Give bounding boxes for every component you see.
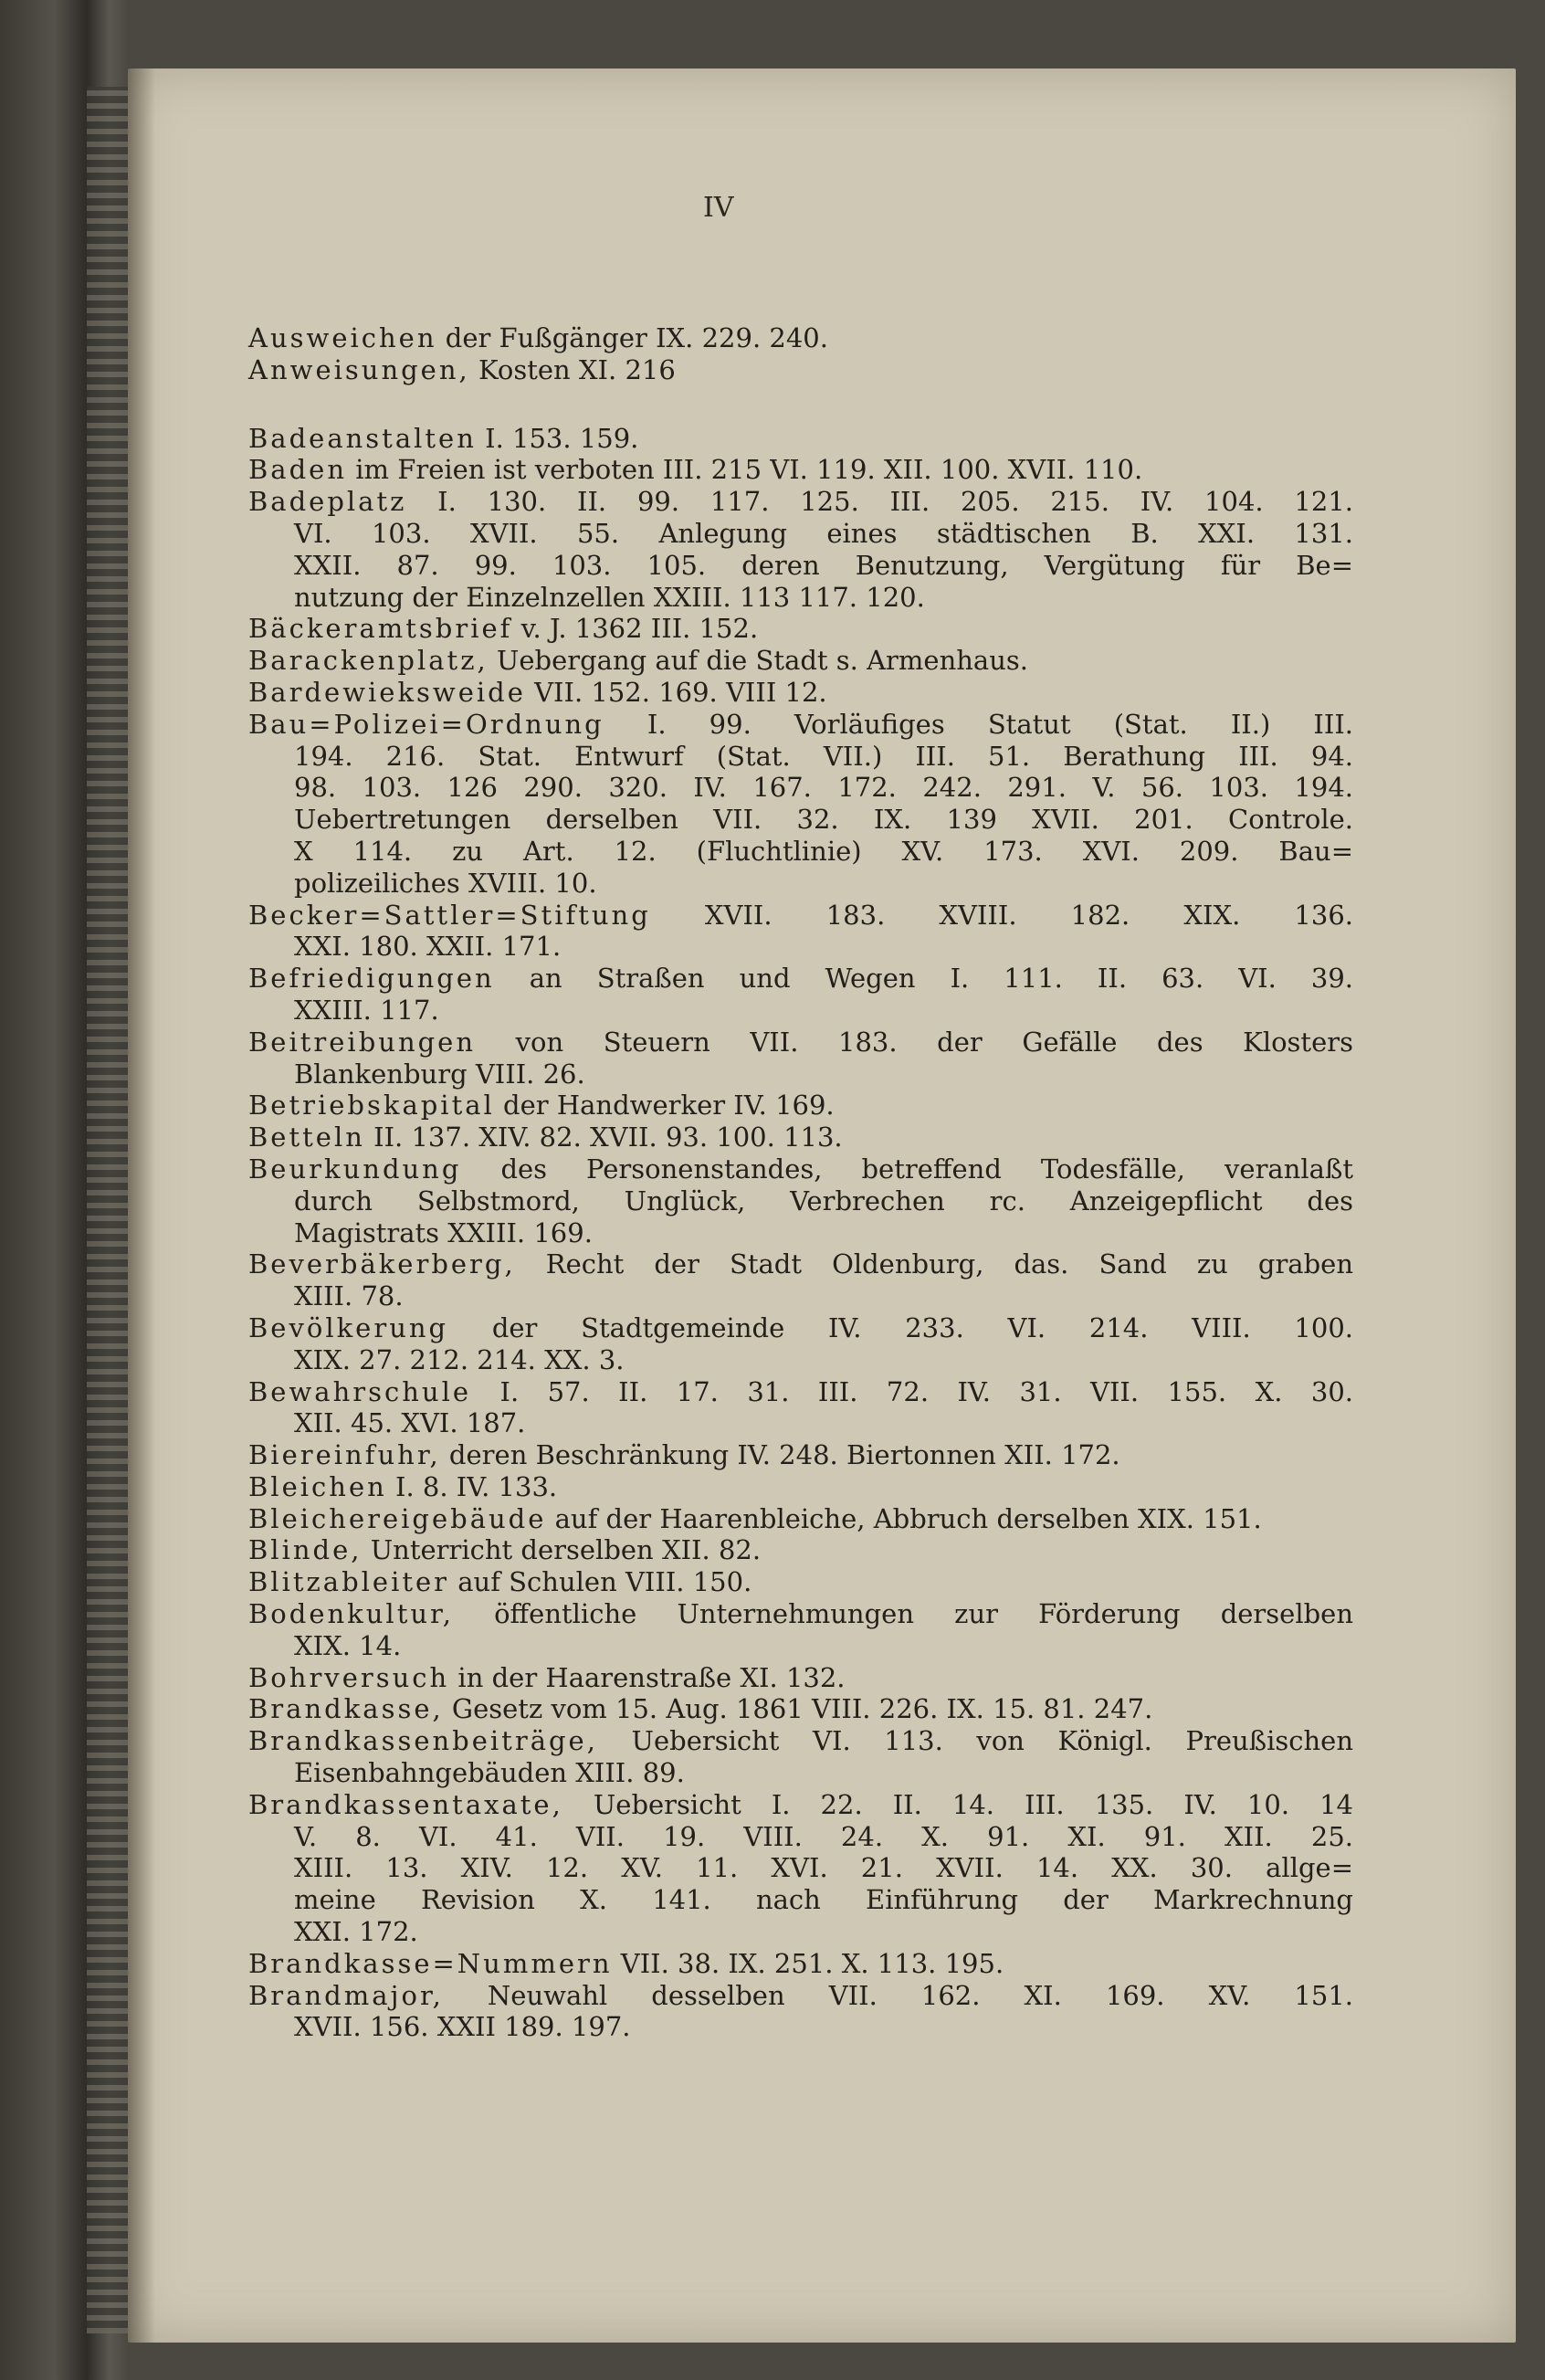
entry-first-line <box>248 1090 1353 1122</box>
entry-first-line <box>248 1312 1353 1344</box>
entry-continuation-line <box>248 1916 1353 1948</box>
entry-text: I. 99. Vorläufiges Statut (Stat. II.) III. <box>604 708 1353 740</box>
index-entry <box>248 1376 1353 1440</box>
entry-headword: Becker=Sattler=Stiftung <box>248 899 651 931</box>
entry-first-line <box>248 709 1353 741</box>
index-entry <box>248 613 1353 645</box>
entry-headword: Befriedigungen <box>248 963 495 995</box>
index-entry <box>248 1439 1353 1471</box>
entry-text: XXI. 172. <box>294 1916 418 1948</box>
entry-headword: Biereinfuhr, <box>248 1439 441 1471</box>
entry-first-line <box>248 645 1353 677</box>
entry-first-line <box>248 1598 1353 1630</box>
entry-text: XIX. 27. 212. 214. XX. 3. <box>294 1343 625 1375</box>
entry-headword: Brandkassentaxate, <box>248 1788 563 1820</box>
entry-text: Kosten XI. 216 <box>469 353 676 385</box>
entry-text: VI. 103. XVII. 55. Anlegung eines städtischen B. XXI. 131. <box>294 517 1353 549</box>
entry-first-line <box>248 1027 1353 1058</box>
entry-text: XIII. 13. XIV. 12. XV. 11. XVI. 21. XVII. 14. XX. 30. allge= <box>294 1852 1353 1884</box>
entry-first-line <box>248 486 1353 518</box>
entry-first-line <box>248 677 1353 709</box>
entry-first-line <box>248 1948 1353 1980</box>
entry-headword: Bodenkultur, <box>248 1598 454 1630</box>
entry-continuation-line <box>248 1217 1353 1249</box>
section-gap <box>248 386 1353 423</box>
entry-text: XII. 45. XVI. 187. <box>294 1407 526 1439</box>
index-entries <box>248 322 1353 2043</box>
entry-first-line <box>248 900 1353 932</box>
entry-text: I. 130. II. 99. 117. 125. III. 205. 215. IV. 104. 121. <box>406 486 1353 518</box>
entry-text: II. 137. XIV. 82. XVII. 93. 100. 113. <box>364 1122 843 1153</box>
entry-first-line <box>248 1566 1353 1598</box>
entry-text: XXII. 87. 99. 103. 105. deren Benutzung, Vergütung für Be= <box>294 549 1353 581</box>
entry-first-line <box>248 1376 1353 1408</box>
entry-continuation-line <box>248 1280 1353 1312</box>
entry-text: der Handwerker IV. 169. <box>494 1090 835 1122</box>
entry-headword: Bäckeramtsbrief <box>248 613 513 645</box>
entry-headword: Ausweichen <box>248 322 437 353</box>
entry-text: polizeiliches XVIII. 10. <box>294 867 597 899</box>
entry-text: XIX. 14. <box>294 1629 402 1661</box>
entry-headword: Bardewieksweide <box>248 676 526 708</box>
index-entry <box>248 677 1353 709</box>
entry-headword: Barackenplatz, <box>248 645 489 677</box>
entry-first-line <box>248 322 1353 354</box>
index-entry <box>248 900 1353 964</box>
index-entry <box>248 1725 1353 1789</box>
entry-text: XXI. 180. XXII. 171. <box>294 931 562 963</box>
entry-text: Recht der Stadt Oldenburg, das. Sand zu graben <box>515 1248 1353 1280</box>
entry-text: der Stadtgemeinde IV. 233. VI. 214. VIII. 100. <box>448 1311 1353 1343</box>
entry-headword: Anweisungen, <box>248 353 470 385</box>
entry-continuation-line <box>248 1884 1353 1916</box>
entry-headword: Bewahrschule <box>248 1375 472 1407</box>
entry-continuation-line <box>248 1185 1353 1217</box>
entry-text: 194. 216. Stat. Entwurf (Stat. VII.) III. 51. Berathung III. 94. <box>294 740 1353 772</box>
entry-first-line <box>248 454 1353 486</box>
entry-text: 98. 103. 126 290. 320. IV. 167. 172. 242. 291. V. 56. 103. 194. <box>294 772 1353 804</box>
entry-text: VII. 38. IX. 251. X. 113. 195. <box>612 1947 1004 1979</box>
entry-continuation-line <box>248 804 1353 836</box>
entry-continuation-line <box>248 1852 1353 1884</box>
entry-continuation-line <box>248 931 1353 963</box>
entry-first-line <box>248 423 1353 455</box>
index-entry <box>248 354 1353 386</box>
entry-text: der Fußgänger IX. 229. 240. <box>436 322 828 353</box>
index-entry <box>248 1153 1353 1248</box>
entry-text: Eisenbahngebäuden XIII. 89. <box>294 1757 685 1789</box>
entry-headword: Beurkundung <box>248 1153 462 1185</box>
index-entry <box>248 1312 1353 1376</box>
entry-continuation-line <box>248 995 1353 1027</box>
index-entry <box>248 454 1353 486</box>
entry-continuation-line <box>248 1058 1353 1090</box>
entry-first-line <box>248 1471 1353 1503</box>
entry-first-line <box>248 1534 1353 1566</box>
entry-headword: Baden <box>248 454 348 486</box>
entry-continuation-line <box>248 1821 1353 1853</box>
entry-headword: Blitzableiter <box>248 1566 450 1598</box>
entry-headword: Bevölkerung <box>248 1311 449 1343</box>
entry-first-line <box>248 1503 1353 1535</box>
entry-continuation-line <box>248 518 1353 550</box>
entry-headword: Betriebskapital <box>248 1090 495 1122</box>
index-entry <box>248 322 1353 354</box>
entry-continuation-line <box>248 836 1353 868</box>
entry-first-line <box>248 963 1353 995</box>
entry-first-line <box>248 1980 1353 2012</box>
entry-text: in der Haarenstraße XI. 132. <box>449 1661 846 1693</box>
index-entry <box>248 1598 1353 1662</box>
entry-continuation-line <box>248 1630 1353 1662</box>
entry-text: XXIII. 117. <box>294 994 439 1026</box>
entry-first-line <box>248 1153 1353 1185</box>
index-entry <box>248 645 1353 677</box>
entry-continuation-line <box>248 741 1353 773</box>
entry-first-line <box>248 1122 1353 1153</box>
index-entry <box>248 1566 1353 1598</box>
index-entry <box>248 1027 1353 1090</box>
entry-headword: Brandkasse=Nummern <box>248 1947 613 1979</box>
entry-text: Uebertretungen derselben VII. 32. IX. 139 XVII. 201. Controle. <box>294 804 1353 836</box>
index-entry <box>248 709 1353 900</box>
entry-text: X 114. zu Art. 12. (Fluchtlinie) XV. 173. XVI. 209. Bau= <box>294 835 1353 867</box>
entry-text: I. 153. 159. <box>476 422 639 454</box>
entry-text: Blankenburg VIII. 26. <box>294 1058 585 1090</box>
index-entry <box>248 1090 1353 1122</box>
entry-text: Uebersicht VI. 113. von Königl. Preußischen <box>597 1725 1353 1757</box>
index-entry <box>248 1503 1353 1535</box>
entry-headword: Blinde, <box>248 1534 363 1566</box>
index-entry <box>248 423 1353 455</box>
index-entry <box>248 486 1353 613</box>
page-number: IV <box>703 192 734 224</box>
entry-first-line <box>248 1693 1353 1725</box>
entry-text: von Steuern VII. 183. der Gefälle des Klosters <box>476 1026 1353 1058</box>
entry-text: I. 57. II. 17. 31. III. 72. IV. 31. VII. 155. X. 30. <box>471 1375 1353 1407</box>
index-entry <box>248 1789 1353 1948</box>
book-spine <box>87 87 132 2333</box>
index-entry <box>248 1948 1353 1980</box>
entry-headword: Brandkassenbeiträge, <box>248 1725 598 1757</box>
page-gutter-shadow <box>128 68 155 2343</box>
entry-text: auf der Haarenbleiche, Abbruch derselben XIX. 151. <box>546 1502 1262 1534</box>
entry-text: deren Beschränkung IV. 248. Biertonnen XII. 172. <box>440 1439 1120 1471</box>
entry-text: V. 8. VI. 41. VII. 19. VIII. 24. X. 91. XI. 91. XII. 25. <box>294 1820 1353 1852</box>
entry-first-line <box>248 1439 1353 1471</box>
index-entry <box>248 1471 1353 1503</box>
entry-first-line <box>248 354 1353 386</box>
entry-headword: Bleichen <box>248 1470 387 1502</box>
index-entry <box>248 1693 1353 1725</box>
entry-text: XVII. 183. XVIII. 182. XIX. 136. <box>650 899 1353 931</box>
entry-headword: Bleichereigebäude <box>248 1502 547 1534</box>
entry-continuation-line <box>248 582 1353 614</box>
entry-headword: Badeanstalten <box>248 422 477 454</box>
index-entry <box>248 963 1353 1027</box>
entry-headword: Brandmajor, <box>248 1979 444 2011</box>
entry-continuation-line <box>248 868 1353 900</box>
entry-text: auf Schulen VIII. 150. <box>449 1566 752 1598</box>
entry-text: I. 8. IV. 133. <box>386 1470 558 1502</box>
entry-headword: Beverbäkerberg, <box>248 1248 516 1280</box>
entry-text: öffentliche Unternehmungen zur Förderung derselben <box>453 1598 1353 1630</box>
entry-first-line <box>248 1789 1353 1821</box>
entry-text: durch Selbstmord, Unglück, Verbrechen rc. Anzeigepflicht des <box>294 1185 1353 1216</box>
entry-text: nutzung der Einzelnzellen XXIII. 113 117. 120. <box>294 581 925 613</box>
index-entry <box>248 1662 1353 1694</box>
entry-text: Uebersicht I. 22. II. 14. III. 135. IV. 10. 14 <box>562 1788 1353 1820</box>
entry-continuation-line <box>248 772 1353 804</box>
entry-text: v. J. 1362 III. 152. <box>512 613 759 645</box>
entry-headword: Badeplatz <box>248 486 407 518</box>
entry-text: Unterricht derselben XII. 82. <box>362 1534 762 1566</box>
index-entry <box>248 1122 1353 1153</box>
entry-first-line <box>248 1248 1353 1280</box>
entry-text: Neuwahl desselben VII. 162. XI. 169. XV. 151. <box>443 1979 1353 2011</box>
entry-text: XIII. 78. <box>294 1280 404 1312</box>
entry-headword: Bohrversuch <box>248 1661 450 1693</box>
entry-first-line <box>248 613 1353 645</box>
entry-first-line <box>248 1662 1353 1694</box>
entry-continuation-line <box>248 550 1353 582</box>
entry-continuation-line <box>248 2011 1353 2043</box>
entry-headword: Bau=Polizei=Ordnung <box>248 708 604 740</box>
entry-text: VII. 152. 169. VIII 12. <box>525 676 827 708</box>
entry-continuation-line <box>248 1757 1353 1789</box>
entry-headword: Brandkasse, <box>248 1693 444 1725</box>
entry-text: XVII. 156. XXII 189. 197. <box>294 2011 631 2043</box>
entry-continuation-line <box>248 1344 1353 1376</box>
entry-first-line <box>248 1725 1353 1757</box>
entry-text: Uebergang auf die Stadt s. Armenhaus. <box>488 645 1029 677</box>
entry-headword: Beitreibungen <box>248 1026 477 1058</box>
entry-continuation-line <box>248 1407 1353 1439</box>
entry-text: Magistrats XXIII. 169. <box>294 1216 593 1248</box>
entry-text: im Freien ist verboten III. 215 VI. 119. XII. 100. XVII. 110. <box>347 454 1143 486</box>
entry-headword: Betteln <box>248 1122 365 1153</box>
entry-text: an Straßen und Wegen I. 111. II. 63. VI. 39. <box>494 963 1353 995</box>
index-entry <box>248 1534 1353 1566</box>
index-entry <box>248 1980 1353 2044</box>
entry-text: des Personenstandes, betreffend Todesfälle, veranlaßt <box>461 1153 1353 1185</box>
index-entry <box>248 1248 1353 1312</box>
entry-text: Gesetz vom 15. Aug. 1861 VIII. 226. IX. 15. 81. 247. <box>443 1693 1153 1725</box>
entry-text: meine Revision X. 141. nach Einführung der Markrechnung <box>294 1884 1353 1916</box>
